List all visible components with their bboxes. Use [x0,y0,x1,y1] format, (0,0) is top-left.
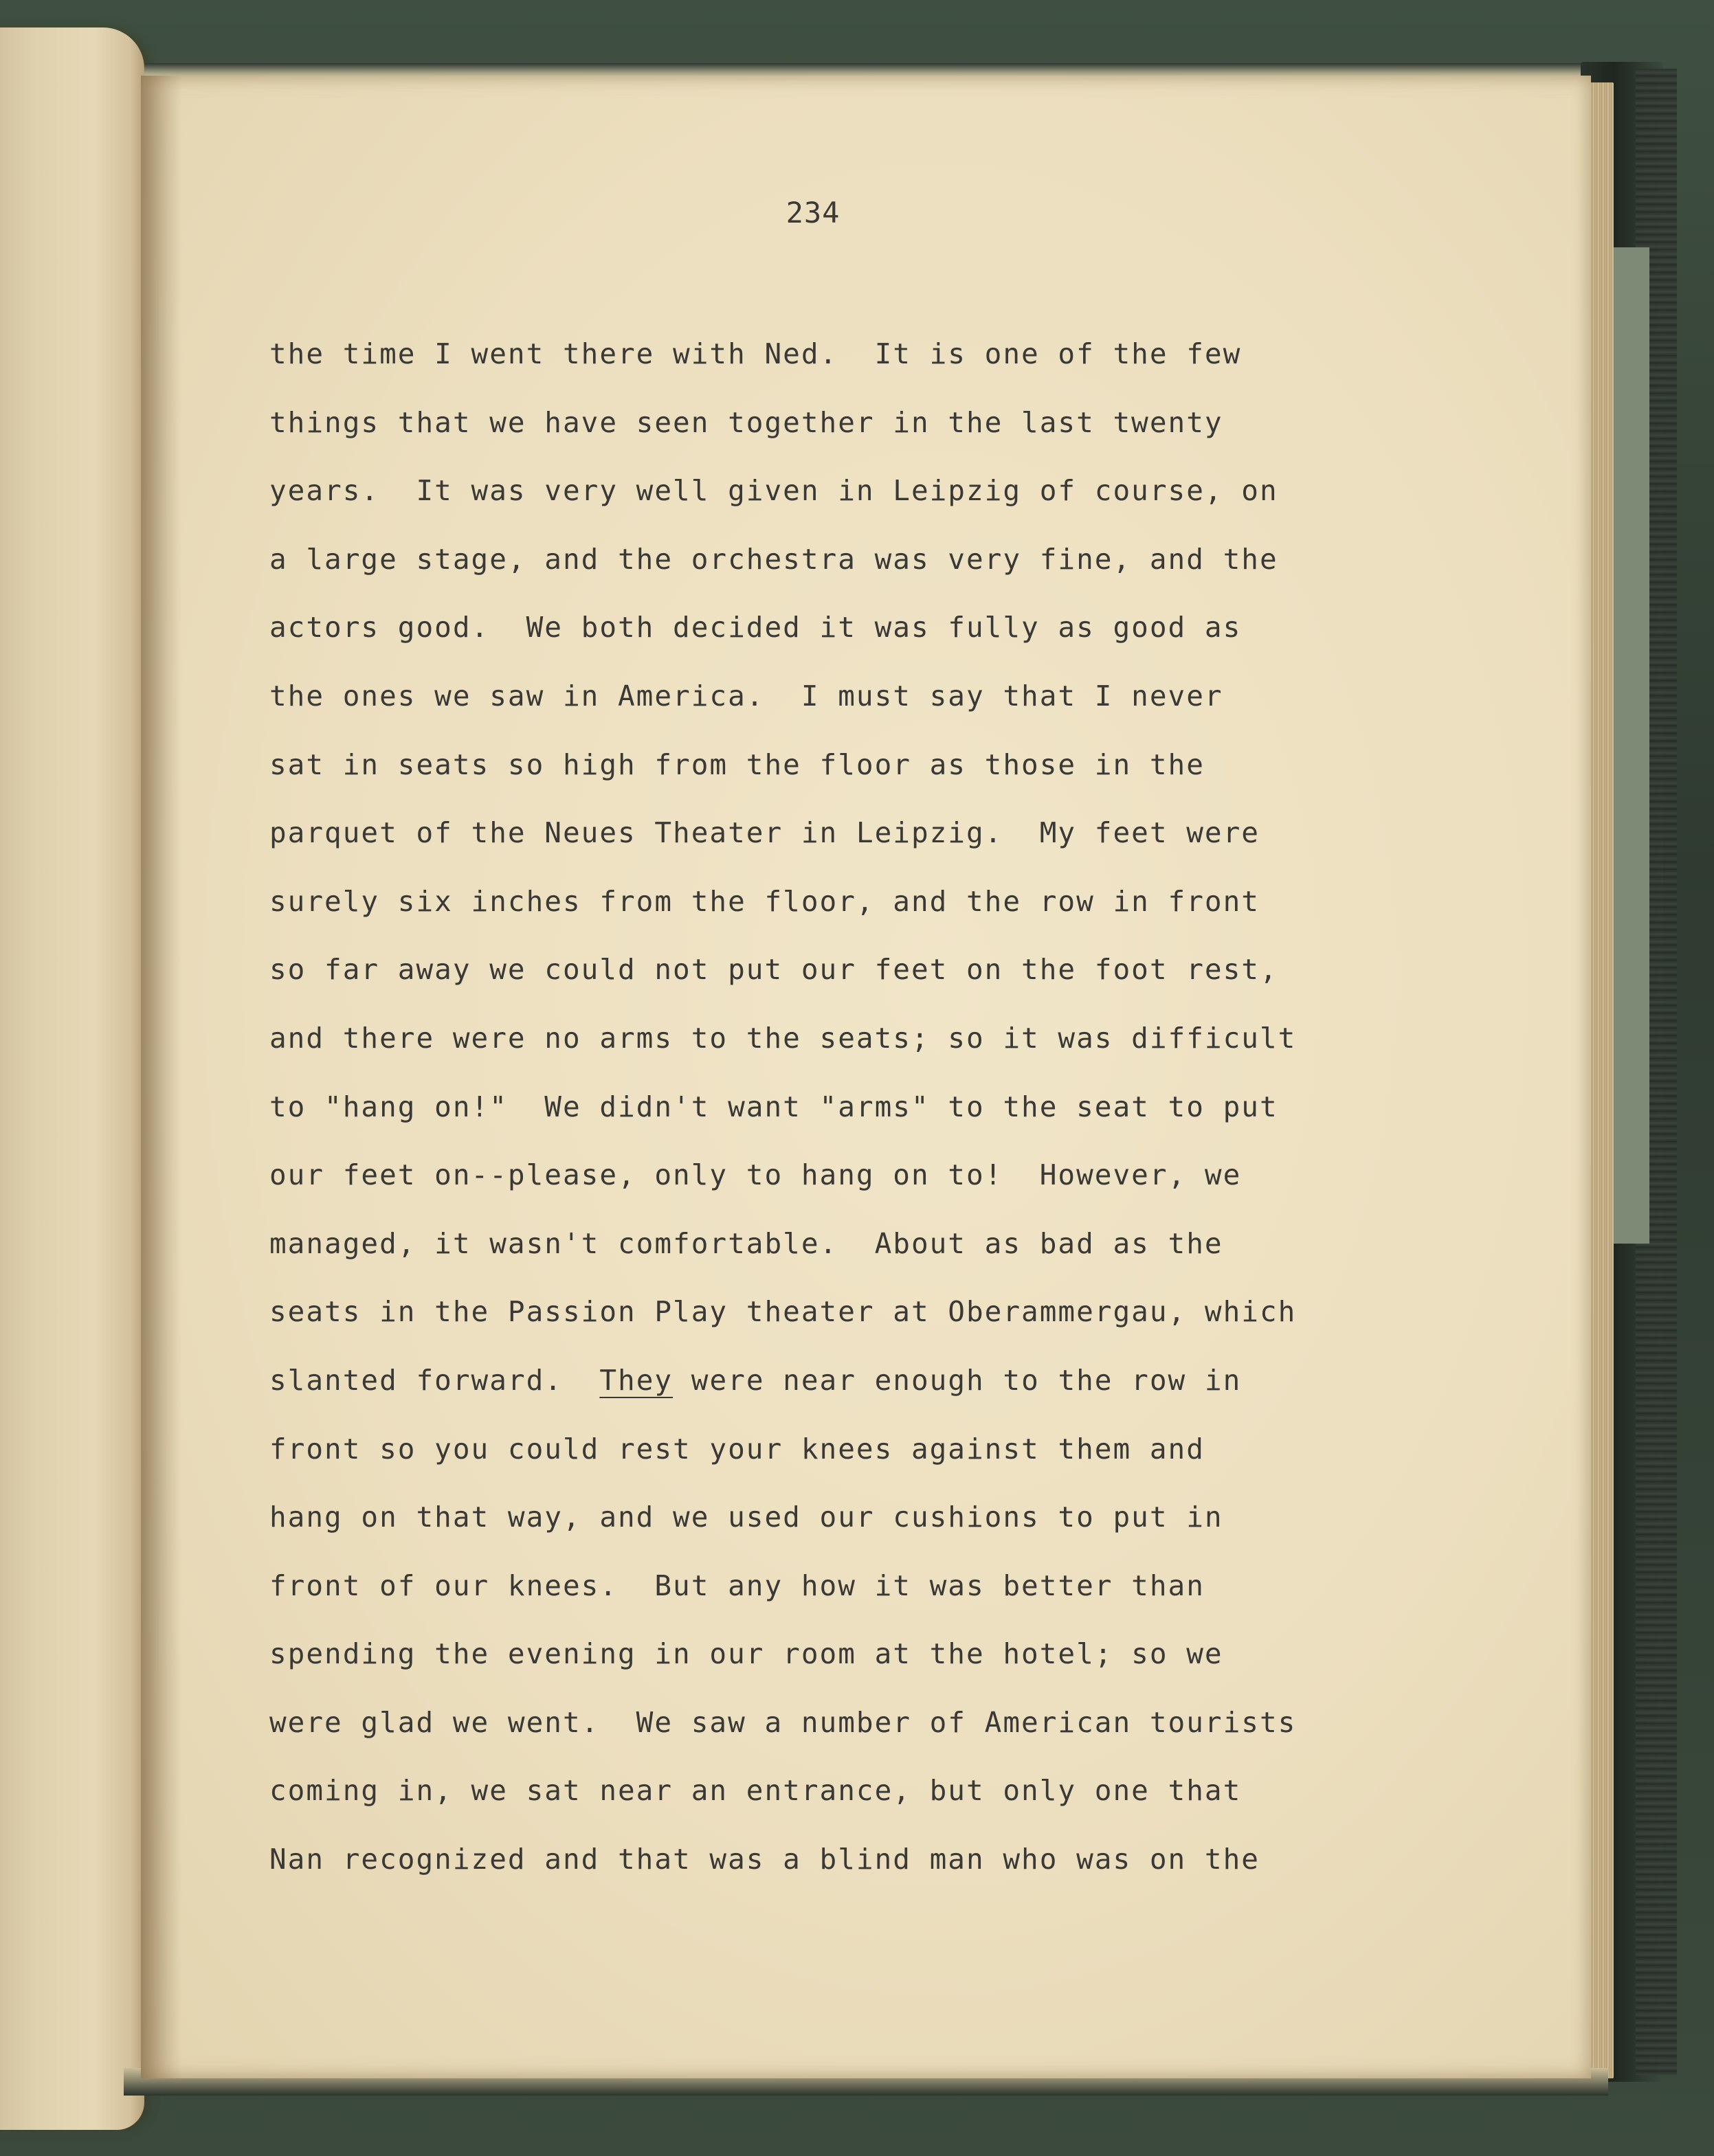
text-line: the time I went there with Ned. It is one of the few [269,337,1242,370]
text-line: seats in the Passion Play theater at Oberammergau, which [269,1295,1297,1329]
text-line: the ones we saw in America. I must say that I never [269,679,1223,712]
text-line: our feet on--please, only to hang on to! However, we [269,1158,1242,1192]
text-line: Nan recognized and that was a blind man who was on the [269,1843,1260,1876]
left-facing-page [0,27,144,2130]
cloth-strip [1608,247,1649,1244]
text-line: and there were no arms to the seats; so it was difficult [269,1021,1297,1055]
text-fragment: were near enough to the row in [673,1363,1242,1397]
text-line: front of our knees. But any how it was better than [269,1569,1205,1602]
text-line: things that we have seen together in the last twenty [269,405,1223,439]
text-line: to "hang on!" We didn't want "arms" to the seat to put [269,1090,1278,1123]
text-line: managed, it wasn't comfortable. About as bad as the [269,1226,1223,1260]
text-line-with-underline [269,1359,1506,1428]
text-line: so far away we could not put our feet on the foot rest, [269,953,1278,987]
text-line: years. It was very well given in Leipzig of course, on [269,474,1278,508]
page-number: 234 [786,196,841,229]
text-line: a large stage, and the orchestra was very fine, and the [269,542,1278,576]
text-line: spending the evening in our room at the hotel; so we [269,1637,1223,1671]
text-line: hang on that way, and we used our cushions to put in [269,1501,1223,1534]
typed-text-body [269,333,1506,1907]
underlined-word: They [599,1363,674,1397]
text-line: surely six inches from the floor, and the row in front [269,884,1260,918]
gutter-shadow [141,76,182,2078]
text-line: sat in seats so high from the floor as those in the [269,748,1205,781]
text-line: were glad we went. We saw a number of American tourists [269,1705,1297,1739]
text-line: parquet of the Neues Theater in Leipzig. My feet were [269,816,1260,850]
text-line: front so you could rest your knees against them and [269,1432,1205,1466]
text-line: actors good. We both decided it was fully as good as [269,611,1242,644]
text-line: coming in, we sat near an entrance, but only one that [269,1774,1242,1808]
text-fragment: slanted forward. [269,1363,600,1397]
